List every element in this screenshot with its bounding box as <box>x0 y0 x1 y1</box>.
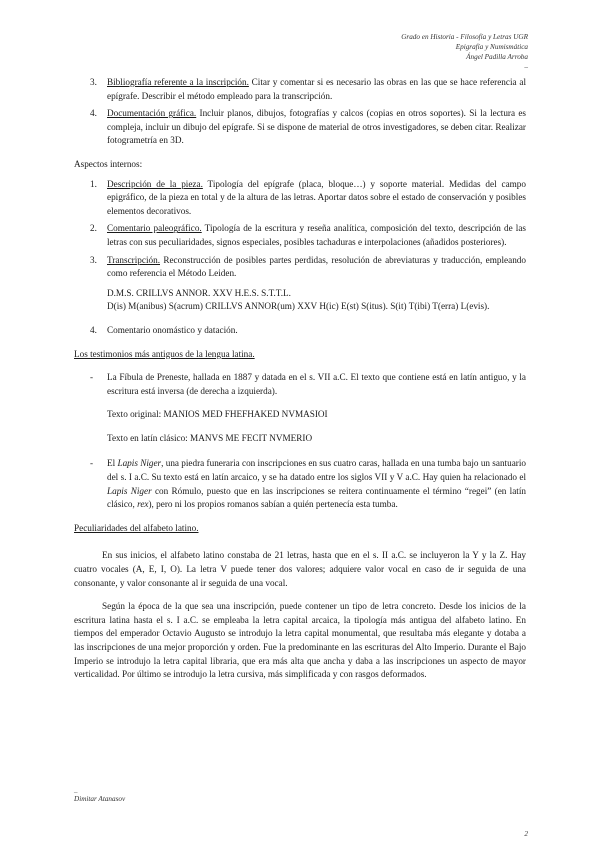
list-item-text: Citar y comentar si es necesario las obras en las que se hace referencia al epígrafe. Describir el método empleado para la transcripción. <box>107 77 527 101</box>
lapis-text-3: con Rómulo, puesto que en las inscripciones se reitera continuamente el término “regei” (en latín clásico, <box>107 485 526 510</box>
lapis-text-1: El <box>107 458 118 469</box>
internal-aspects-heading: Aspectos internos: <box>74 158 143 169</box>
header-subject: Epigrafía y Numismática <box>455 43 528 51</box>
page-header <box>401 32 528 68</box>
lapis-niger-item <box>74 457 526 511</box>
external-aspects-list <box>74 76 526 148</box>
header-professor: Ángel Padilla Arroba <box>466 53 528 61</box>
header-course: Grado en Historia - Filosofía y Letras UGR <box>401 33 528 41</box>
list-item-text: Incluir planos, dibujos, fotografías y calcos (copias en otros soportes). Si la lectura es compleja, incluir un dibujo del epígrafe. Si se dispone de material de otros investigadores, se deben citar. Realizar fotogrametría en 3D. <box>107 108 526 146</box>
list-item-title: Bibliografía referente a la inscripción. <box>107 77 249 87</box>
fibula-text: La Fíbula de Preneste, hallada en 1887 y datada en el s. VII a.C. El texto que contiene está en latín antiguo, y la escritura está inversa (de derecha a izquierda). <box>107 372 526 396</box>
lapis-niger-term: Lapis Niger <box>107 485 152 496</box>
internal-aspects-list <box>74 178 526 281</box>
list-number: 4. <box>90 108 97 119</box>
list-item-title: Descripción de la pieza. <box>107 178 203 189</box>
page-number: 2 <box>524 830 528 838</box>
dash-bullet: - <box>90 372 94 383</box>
fibula-original-text: Texto original: MANIOS MED FHEFHAKED NVMASIOI <box>107 409 328 420</box>
list-item-text: Tipología de la escritura y reseña analítica, composición del texto, descripción de las letras con sus peculiaridades, signos especiales, posibles tachaduras e interpolaciones (añadidos posteriores). <box>107 223 526 247</box>
fibula-classic-text: Texto en latín clásico: MANVS ME FECIT NVMERIO <box>107 432 313 443</box>
list-item <box>74 178 526 219</box>
list-number: 1. <box>90 178 97 189</box>
transcription-expanded: D(is) M(anibus) S(acrum) CRILLVS ANNOR(um) XXV H(ic) E(st) S(itus). S(it) T(ibi) T(erra) L(evis). <box>107 301 490 312</box>
lapis-text-2: , una piedra funeraria con inscripciones en sus cuatro caras, hallada en una tumba bajo un santuario del s. I a.C. Su texto está en latín arcaico, y se ha datado entre los siglos VII y V a.C. Hay quien ha relacionado el <box>107 458 526 483</box>
list-item <box>74 254 526 281</box>
list-item-text: Comentario onomástico y datación. <box>107 324 238 335</box>
list-number: 4. <box>90 324 97 335</box>
alphabet-paragraph-1: En sus inicios, el alfabeto latino constaba de 21 letras, hasta que en el s. II a.C. se incluyeron la Y y la Z. Hay cuatro vocales (A, E, I, O). La letra V puede tener dos valores; adquiere valor vocal en caso de ir seguida de una consonante, y valor consonante al ir seguida de una vocal. <box>74 550 526 588</box>
list-number: 2. <box>90 223 97 234</box>
fibula-item <box>74 371 526 398</box>
lapis-niger-term: Lapis Niger <box>117 458 162 469</box>
alphabet-paragraph-2: Según la época de la que sea una inscripción, puede contener un tipo de letra concreto. Desde los inicios de la escritura latina hasta el s. I a.C. se empleaba la letra capital arcaica, la tipología más antigua del alfabeto latino. En tiempos del emperador Octavio Augusto se introdujo la letra capital monumental, que resultaba más elegante y dotaba a las inscripciones de una mejor proporción y orden. Fue la predominante en las escrituras del Alto Imperio. Durante el Bajo Imperio se introdujo la letra capital libraria, que era más alta que ancha y daba a las inscripciones un aspecto de mayor verticalidad. Por último se introdujo la letra cursiva, más simplificada y con rasgos deformados. <box>74 601 526 680</box>
transcription-original: D.M.S. CRILLVS ANNOR. XXV H.E.S. S.T.T.L. <box>107 287 291 298</box>
list-item-title: Documentación gráfica. <box>107 108 197 119</box>
list-number: 3. <box>90 77 97 87</box>
lapis-text-4: ), pero ni los propios romanos sabían a quién pertenecía esta tumba. <box>148 499 398 510</box>
section-title-alphabet: Peculiaridades del alfabeto latino. <box>74 522 199 533</box>
list-item-text: Reconstrucción de posibles partes perdidas, resolución de abreviaturas y traducción, empleando como referencia el Método Leiden. <box>107 254 526 279</box>
dash-bullet: - <box>90 458 94 469</box>
list-item-title: Transcripción. <box>107 254 160 265</box>
rex-term: rex <box>137 499 149 510</box>
list-item <box>74 222 526 249</box>
section-title-oldest-testimonies: Los testimonios más antiguos de la lengua latina. <box>74 348 255 359</box>
list-item <box>74 76 526 103</box>
list-item-title: Comentario paleográfico. <box>107 223 202 234</box>
list-item <box>74 107 526 148</box>
list-item <box>74 324 526 338</box>
list-item-text: Tipología del epígrafe (placa, bloque…) y soporte material. Medidas del campo epigráfico, de la pieza en total y de la altura de las letras. Aportar datos sobre el estado de conservación y posibles elementos decorativos. <box>107 178 526 216</box>
header-dash: _ <box>524 61 528 69</box>
footer-author: Dimitar Atanasov <box>74 795 126 803</box>
internal-aspects-list-cont <box>74 324 526 338</box>
list-number: 3. <box>90 254 97 265</box>
document-body <box>74 76 526 682</box>
footer-dash: _ <box>74 786 78 794</box>
